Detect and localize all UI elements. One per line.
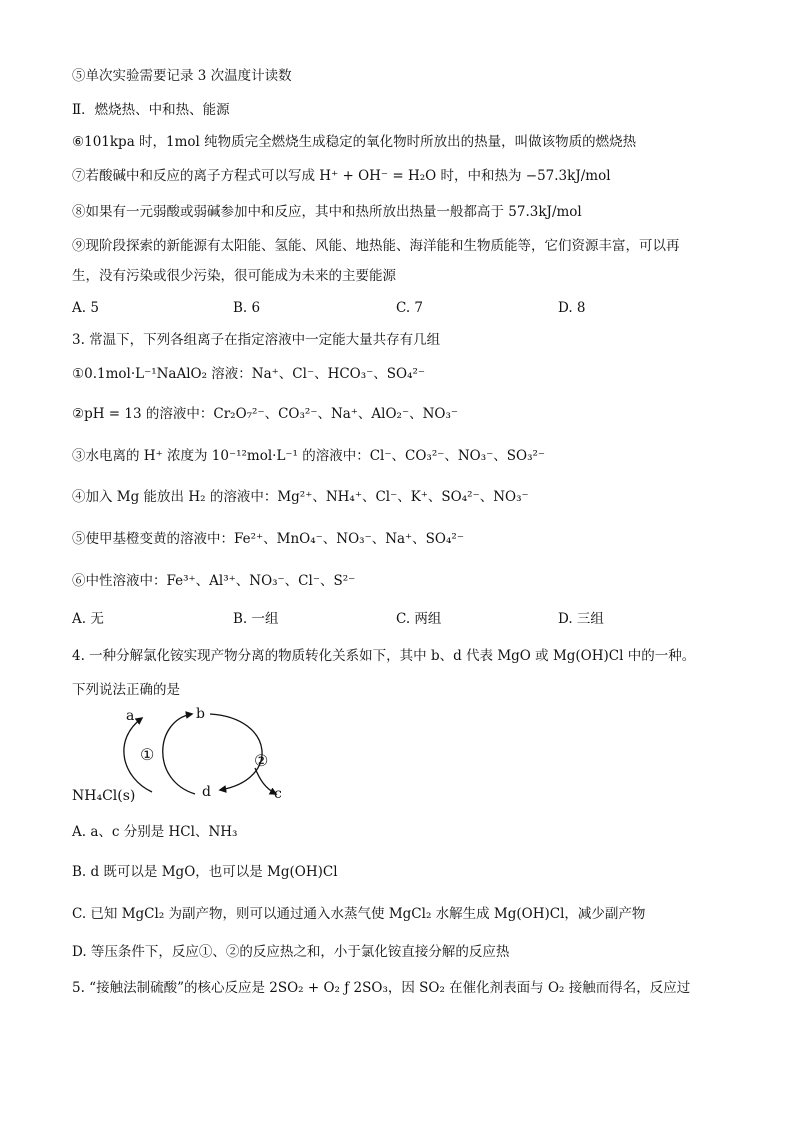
line-item-9: ⑨现阶段探索的新能源有太阳能、氢能、风能、地热能、海洋能和生物质能等，它们资源丰富，可以再 — [72, 238, 680, 254]
q3-item-1: ①0.1mol·L⁻¹NaAlO₂ 溶液：Na⁺、Cl⁻、HCO₃⁻、SO₄²⁻ — [72, 366, 426, 382]
q3-option-d: D. 三组 — [558, 611, 604, 627]
q4-option-a: A. a、c 分别是 HCl、NH₃ — [72, 824, 238, 840]
label-a: a — [126, 708, 135, 724]
q5-stem: 5. “接触法制硫酸”的核心反应是 2SO₂ + O₂ ƒ 2SO₃，因 SO₂ 在催化剂表面与 O₂ 接触而得名，反应过 — [72, 980, 691, 996]
q2-option-c: C. 7 — [396, 300, 424, 316]
label-step-1: ① — [140, 745, 155, 764]
q2-option-d: D. 8 — [558, 300, 586, 316]
line-item-7: ⑦若酸碱中和反应的离子方程式可以写成 H⁺ + OH⁻ = H₂O 时，中和热为 −57.3kJ/mol — [72, 168, 611, 184]
q4-stem: 4. 一种分解氯化铵实现产物分离的物质转化关系如下，其中 b、d 代表 MgO 或 Mg(OH)Cl 中的一种。 — [72, 648, 696, 664]
arc-d-to-b — [163, 714, 195, 794]
line-item-5: ⑤单次实验需要记录 3 次温度计读数 — [72, 68, 292, 84]
line-item-8: ⑧如果有一元弱酸或弱碱参加中和反应，其中和热所放出热量一般都高于 57.3kJ/mol — [72, 204, 582, 220]
q4-option-d: D. 等压条件下，反应①、②的反应热之和，小于氯化铵直接分解的反应热 — [72, 944, 510, 960]
arc-to-c — [255, 768, 276, 794]
q3-item-4: ④加入 Mg 能放出 H₂ 的溶液中：Mg²⁺、NH₄⁺、Cl⁻、K⁺、SO₄²⁻、NO₃⁻ — [72, 489, 529, 505]
section-heading: Ⅱ．燃烧热、中和热、能源 — [72, 102, 230, 118]
q3-option-b: B. 一组 — [233, 611, 279, 627]
q3-option-c: C. 两组 — [396, 611, 442, 627]
q3-item-5: ⑤使甲基橙变黄的溶液中：Fe²⁺、MnO₄⁻、NO₃⁻、Na⁺、SO₄²⁻ — [72, 531, 464, 547]
label-step-2: ② — [254, 751, 269, 770]
label-nh4cl: NH₄Cl(s) — [72, 788, 136, 804]
q2-option-b: B. 6 — [233, 300, 261, 316]
q4-option-c: C. 已知 MgCl₂ 为副产物，则可以通过通入水蒸气使 MgCl₂ 水解生成 Mg(OH)Cl，减少副产物 — [72, 906, 646, 922]
q4-option-b: B. d 既可以是 MgO，也可以是 Mg(OH)Cl — [72, 864, 338, 880]
q2-option-a: A. 5 — [72, 300, 99, 316]
label-c: c — [274, 786, 282, 802]
conversion-diagram — [60, 700, 320, 810]
q4-stem-cont: 下列说法正确的是 — [72, 682, 180, 698]
q3-item-3: ③水电离的 H⁺ 浓度为 10⁻¹²mol·L⁻¹ 的溶液中：Cl⁻、CO₃²⁻、NO₃⁻、SO₃²⁻ — [72, 448, 546, 464]
q3-option-a: A. 无 — [72, 611, 104, 627]
label-d: d — [202, 784, 211, 800]
q3-stem: 3. 常温下，下列各组离子在指定溶液中一定能大量共存有几组 — [72, 332, 441, 348]
q3-item-2: ②pH = 13 的溶液中：Cr₂O₇²⁻、CO₃²⁻、Na⁺、AlO₂⁻、NO₃⁻ — [72, 406, 459, 422]
q3-item-6: ⑥中性溶液中：Fe³⁺、Al³⁺、NO₃⁻、Cl⁻、S²⁻ — [72, 573, 356, 589]
line-item-6: ⑥101kpa 时，1mol 纯物质完全燃烧生成稳定的氧化物时所放出的热量，叫做该物质的燃烧热 — [72, 134, 637, 150]
line-item-9-cont: 生，没有污染或很少污染，很可能成为未来的主要能源 — [72, 268, 396, 284]
label-b: b — [196, 706, 205, 722]
